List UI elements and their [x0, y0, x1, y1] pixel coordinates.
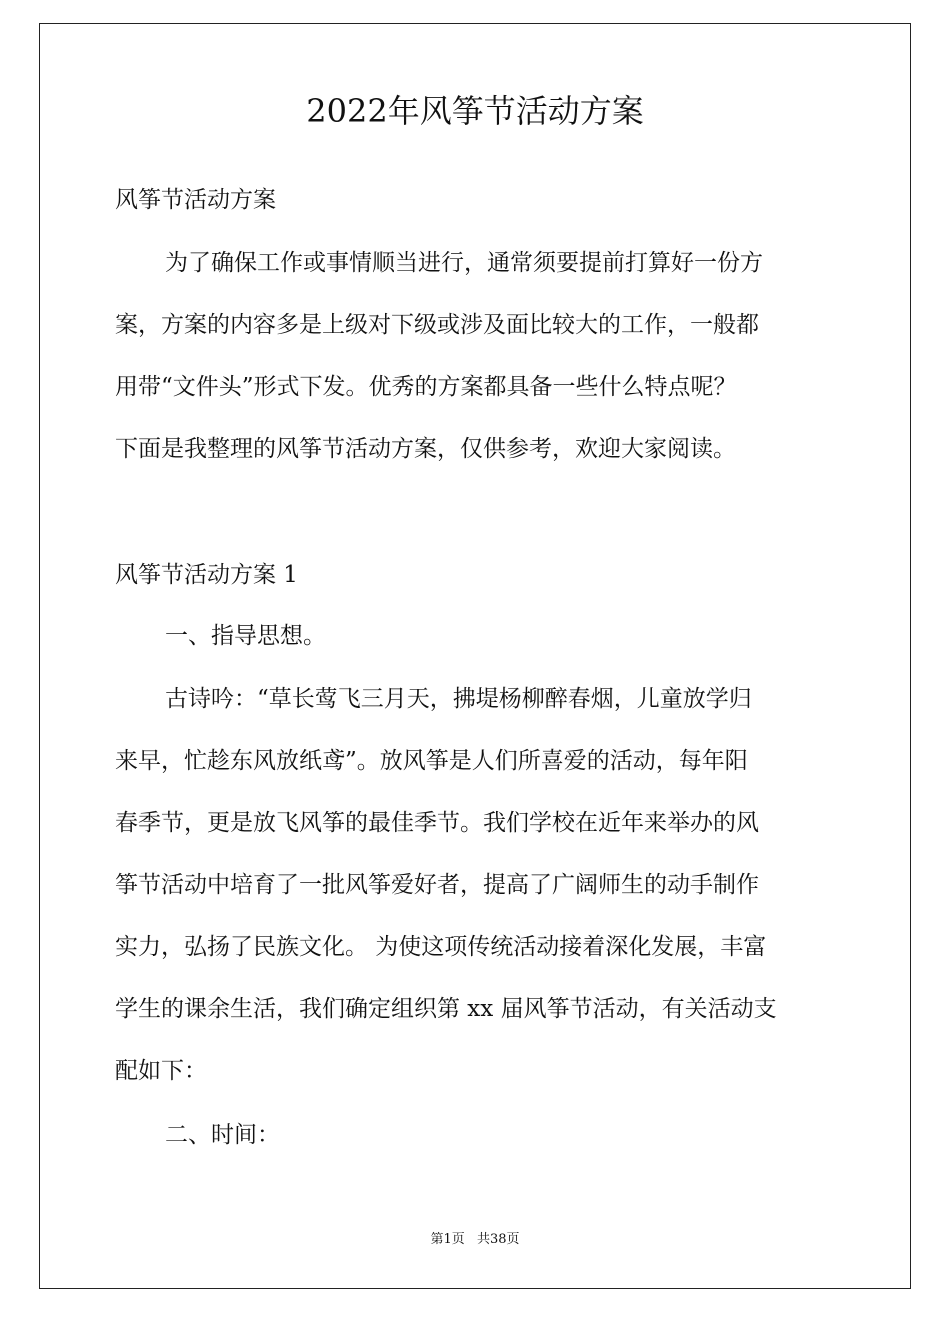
- intro-line: 用带“文件头”形式下发。优秀的方案都具备一些什么特点呢？: [115, 374, 737, 400]
- document-subtitle: 风筝节活动方案: [115, 187, 276, 213]
- body-line: 配如下：: [115, 1058, 207, 1084]
- intro-line: 为了确保工作或事情顺当进行，通常须要提前打算好一份方: [165, 250, 763, 276]
- body-line: 学生的课余生活，我们确定组织第 xx 届风筝节活动，有关活动支: [115, 996, 777, 1022]
- intro-line: 案，方案的内容多是上级对下级或涉及面比较大的工作，一般都: [115, 312, 759, 338]
- intro-line: 下面是我整理的风筝节活动方案，仅供参考，欢迎大家阅读。: [115, 436, 736, 462]
- body-line: 来早，忙趁东风放纸鸢”。放风筝是人们所喜爱的活动，每年阳: [115, 748, 748, 774]
- body-line: 春季节，更是放飞风筝的最佳季节。我们学校在近年来举办的风: [115, 810, 759, 836]
- page-footer: [0, 1231, 950, 1249]
- item-heading-guiding-ideology: 一、指导思想。: [165, 623, 326, 649]
- body-line: 筝节活动中培育了一批风筝爱好者，提高了广阔师生的动手制作: [115, 872, 759, 898]
- page-number: 第1页: [430, 1232, 465, 1247]
- document-title: 2022年风筝节活动方案: [306, 92, 644, 130]
- page-total: 共38页: [476, 1232, 520, 1247]
- body-line: 古诗吟：“草长莺飞三月天，拂堤杨柳醉春烟，儿童放学归: [165, 686, 752, 712]
- body-line: 实力，弘扬了民族文化。 为使这项传统活动接着深化发展，丰富: [115, 934, 767, 960]
- section-heading: 风筝节活动方案 1: [115, 562, 298, 588]
- item-heading-time: 二、时间：: [165, 1122, 280, 1148]
